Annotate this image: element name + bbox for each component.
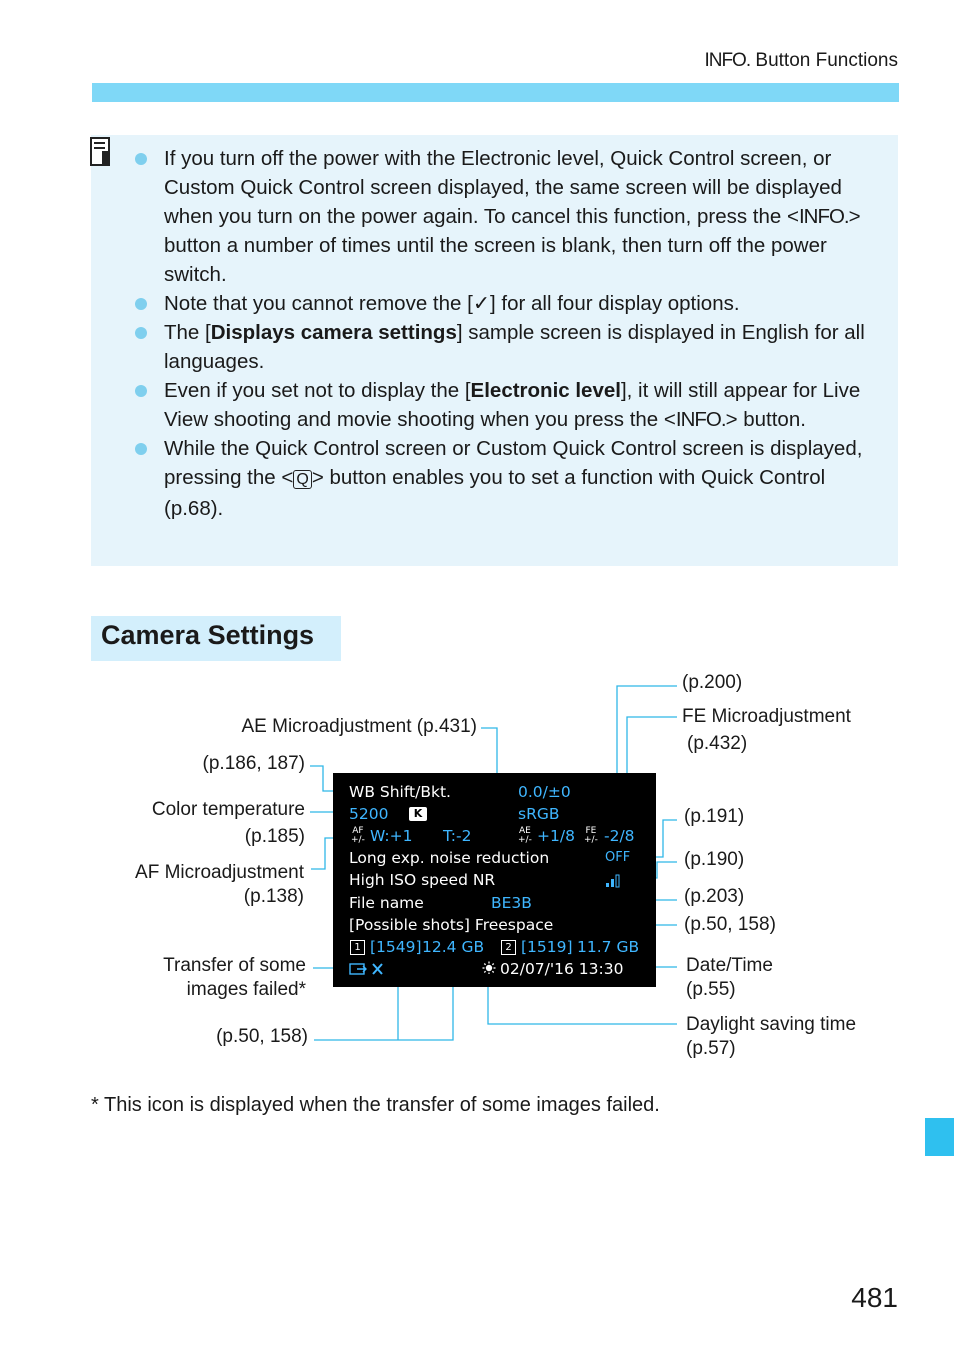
ae-micro-value: +1/8 <box>537 827 575 845</box>
label-p191: (p.191) <box>684 806 745 827</box>
menu-name: Electronic level <box>470 379 621 402</box>
page-number: 481 <box>851 1282 898 1313</box>
wb-shift-value: 0.0/±0 <box>518 783 571 801</box>
card1-shots: [1549] <box>370 938 422 956</box>
af-wide-value: W:+1 <box>370 827 413 845</box>
bullet-text: ] for all four display options. <box>490 292 740 315</box>
label-datetime: Date/Time <box>686 955 773 976</box>
q-button-icon: Q <box>293 470 311 489</box>
fe-micro-icon: FE +/- <box>584 826 598 845</box>
camera-settings-screen <box>333 773 656 987</box>
bullet-text: ] sample screen is displayed in English for all languages. <box>164 321 865 373</box>
section-title: Camera Settings <box>101 620 315 650</box>
bullet-text: Note that you cannot remove the [ <box>164 292 473 315</box>
info-button-icon: INFO. <box>675 408 726 431</box>
transfer-failed-icon <box>349 961 389 977</box>
label-p186: (p.186, 187) <box>202 753 305 774</box>
daylight-saving-icon <box>480 961 498 979</box>
footnote: * This icon is displayed when the transfer of some images failed. <box>91 1094 660 1116</box>
label-p200: (p.200) <box>682 672 743 693</box>
card2-freespace: 11.7 GB <box>577 938 640 956</box>
label-transfer-2: images failed* <box>186 979 306 1000</box>
label-p185: (p.185) <box>244 826 305 847</box>
af-tele-value: T:-2 <box>443 827 472 845</box>
card2-icon: 2 <box>501 940 516 955</box>
label-transfer-1: Transfer of some <box>163 955 306 976</box>
bullet-text: The [ <box>164 321 211 344</box>
kelvin-badge: K <box>409 807 427 821</box>
file-name-value: BE3B <box>491 894 532 912</box>
af-micro-icon: AF +/- <box>351 826 365 845</box>
ae-micro-icon: AE +/- <box>518 826 532 845</box>
header-title: Button Functions <box>755 50 898 71</box>
fe-micro-value: -2/8 <box>604 827 635 845</box>
bullet-text: > button. <box>725 408 806 431</box>
label-p50-left: (p.50, 158) <box>216 1026 308 1047</box>
label-ae-micro: AE Microadjustment (p.431) <box>241 716 477 737</box>
long-exp-label: Long exp. noise reduction <box>349 849 550 867</box>
long-exp-value: OFF <box>605 850 631 865</box>
label-p190: (p.190) <box>684 849 745 870</box>
label-p55: (p.55) <box>686 979 736 1000</box>
file-name-label: File name <box>349 894 424 912</box>
bullet-text: While the Quick Control screen or Custom Quick Control screen is displayed, pressing the < <box>164 437 863 489</box>
label-p432: (p.432) <box>687 733 748 754</box>
label-af-micro: AF Microadjustment <box>135 862 304 883</box>
bullet-text: > button enables you to set a function with Quick Control (p.68). <box>164 466 826 520</box>
label-fe-micro: FE Microadjustment <box>682 706 851 727</box>
card2-shots: [1519] <box>521 938 573 956</box>
high-iso-label: High ISO speed NR <box>349 871 496 889</box>
color-space-value: sRGB <box>518 805 560 823</box>
possible-shots-label: [Possible shots] Freespace <box>349 916 554 934</box>
color-temp-value: 5200 <box>349 805 389 823</box>
label-dst: Daylight saving time <box>686 1014 857 1035</box>
datetime-value: 02/07/'16 13:30 <box>500 960 624 978</box>
label-p50-right: (p.50, 158) <box>684 914 776 935</box>
label-p138: (p.138) <box>243 886 304 907</box>
wb-shift-label: WB Shift/Bkt. <box>349 783 451 801</box>
info-button-icon: INFO. <box>798 205 849 228</box>
card1-freespace: 12.4 GB <box>422 938 485 956</box>
bullet-text: Even if you set not to display the [ <box>164 379 471 402</box>
label-p203: (p.203) <box>684 886 745 907</box>
chapter-tab <box>925 1118 954 1156</box>
high-iso-level-icon <box>604 873 626 889</box>
bullet-text: If you turn off the power with the Electronic level, Quick Control screen, or Custom Quick Control screen displayed, the same screen will be displayed when you turn on the power again. To cancel this function, press the < <box>164 147 842 228</box>
label-p57: (p.57) <box>686 1038 736 1059</box>
check-icon: ✓ <box>472 292 491 315</box>
info-button-icon: INFO. <box>704 50 751 71</box>
bullet-text: ], it will still appear for Live View shooting and movie shooting when you press the < <box>164 379 861 431</box>
card1-icon: 1 <box>350 940 365 955</box>
menu-name: Displays camera settings <box>210 321 457 344</box>
label-color-temp: Color temperature <box>151 799 305 820</box>
bullet-text: > button a number of times until the screen is blank, then turn off the power switch. <box>164 205 861 286</box>
